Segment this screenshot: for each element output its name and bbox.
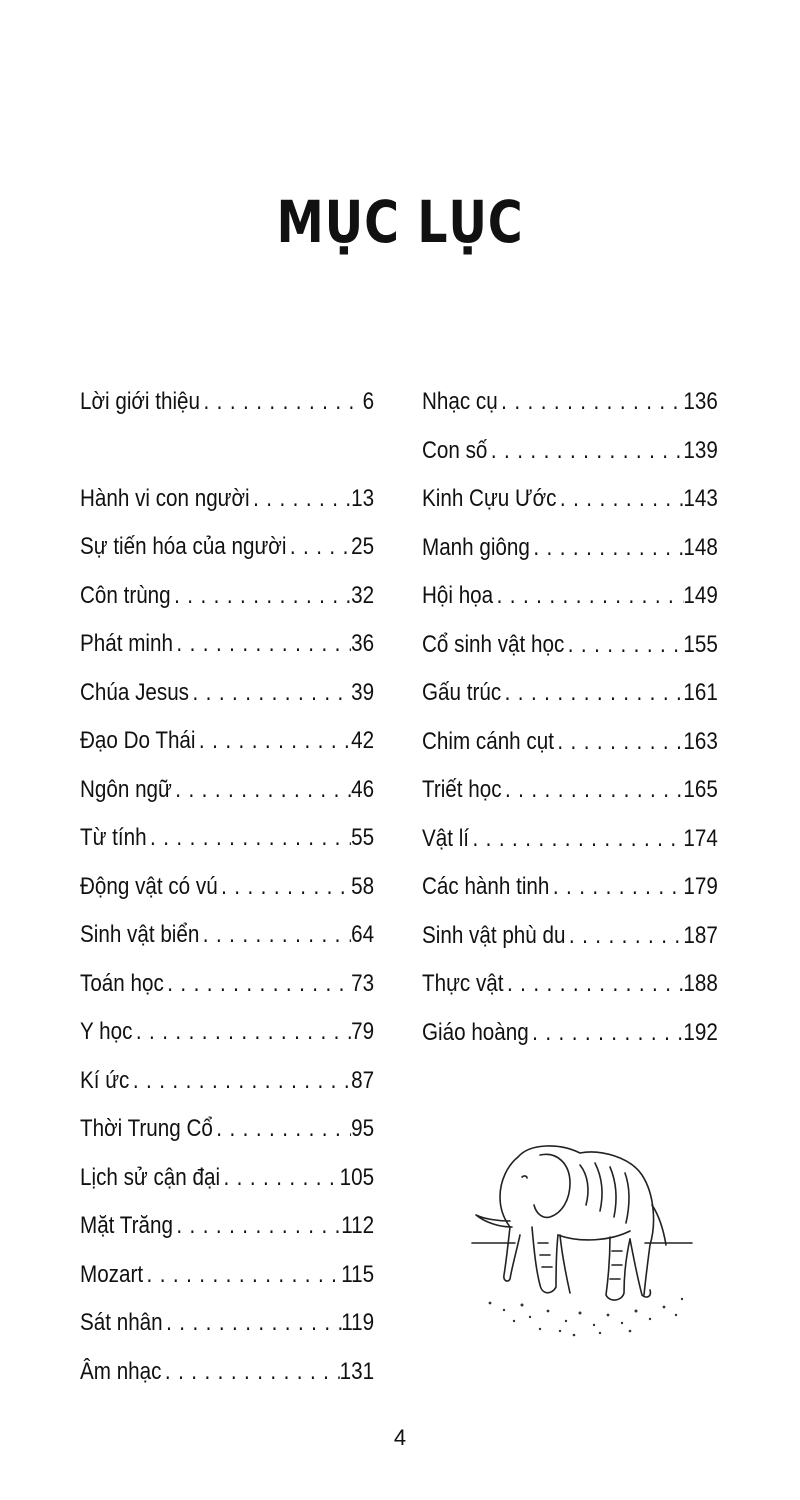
toc-entry-label: Chim cánh cụt xyxy=(422,727,554,755)
toc-entry-page: 112 xyxy=(341,1212,375,1239)
toc-entry-label: Chúa Jesus xyxy=(80,678,190,706)
toc-entry-page: 179 xyxy=(683,873,718,900)
toc-entry-label: Mặt Trăng xyxy=(80,1212,173,1239)
toc-entry-label: Sự tiến hóa của người xyxy=(80,533,287,560)
toc-dot-leader xyxy=(129,1067,351,1095)
toc-entry-label: Côn trùng xyxy=(80,581,171,609)
toc-entry-page: 79 xyxy=(351,1018,375,1045)
toc-entry-page: 139 xyxy=(683,436,718,464)
toc-entry xyxy=(80,582,374,631)
toc-dot-leader xyxy=(556,485,683,513)
toc-entry xyxy=(422,922,718,971)
toc-dot-leader xyxy=(565,922,683,950)
toc-entry-label: Từ tính xyxy=(80,824,147,851)
toc-entry xyxy=(422,485,718,534)
toc-entry-page: 187 xyxy=(683,921,718,949)
toc-entry-page: 143 xyxy=(683,485,718,512)
toc-entry xyxy=(422,825,718,874)
toc-entry-label: Lời giới thiệu xyxy=(80,388,201,415)
toc-dot-leader xyxy=(250,485,352,513)
toc-dot-leader xyxy=(173,630,351,658)
toc-entry-page: 58 xyxy=(351,872,375,900)
toc-dot-leader xyxy=(164,970,351,998)
toc-entry-page: 25 xyxy=(351,533,375,560)
toc-entry-label: Sinh vật biển xyxy=(80,921,200,948)
toc-entry xyxy=(422,534,718,583)
toc-entry-page: 73 xyxy=(351,969,375,997)
toc-dot-leader xyxy=(501,679,683,707)
toc-dot-leader xyxy=(173,1212,341,1240)
toc-entry-page: 32 xyxy=(351,581,375,609)
toc-entry-page: 115 xyxy=(341,1260,375,1288)
toc-entry xyxy=(80,388,374,437)
toc-entry-page: 136 xyxy=(683,388,718,415)
toc-entry xyxy=(422,631,718,680)
toc-entry-label: Kí ức xyxy=(80,1066,130,1094)
toc-dot-leader xyxy=(213,1115,351,1143)
toc-entry xyxy=(422,970,718,1019)
toc-entry-page: 161 xyxy=(683,679,718,706)
toc-entry xyxy=(80,873,374,922)
toc-entry xyxy=(80,679,374,728)
toc-entry xyxy=(80,970,374,1019)
toc-entry-label: Y học xyxy=(80,1018,133,1045)
toc-entry-page: 188 xyxy=(683,970,718,997)
toc-entry-label: Con số xyxy=(422,436,488,464)
toc-dot-leader xyxy=(549,873,683,901)
toc-entry xyxy=(80,485,374,534)
toc-entry-page: 131 xyxy=(339,1357,375,1385)
toc-entry-label: Giáo hoàng xyxy=(422,1018,529,1046)
toc-entry-page: 155 xyxy=(683,630,718,658)
toc-entry xyxy=(80,1067,374,1116)
toc-entry-page: 64 xyxy=(351,921,375,948)
toc-entry-label: Thời Trung Cổ xyxy=(80,1115,213,1142)
toc-entry-page: 42 xyxy=(351,727,375,754)
toc-entry-label: Mozart xyxy=(80,1260,144,1288)
toc-entry xyxy=(422,873,718,922)
toc-dot-leader xyxy=(132,1018,351,1046)
toc-entry-label: Kinh Cựu Ước xyxy=(422,485,557,512)
toc-dot-leader xyxy=(529,1019,684,1047)
toc-dot-leader xyxy=(498,388,684,416)
toc-entry-label: Ngôn ngữ xyxy=(80,775,172,803)
toc-entry-page: 39 xyxy=(351,678,375,706)
toc-entry-label: Âm nhạc xyxy=(80,1357,162,1385)
toc-entry-page: 149 xyxy=(683,582,718,609)
toc-entry-label: Hành vi con người xyxy=(80,484,250,512)
toc-entry-label: Toán học xyxy=(80,969,164,997)
toc-entry xyxy=(80,1358,374,1407)
toc-entry-label: Sát nhân xyxy=(80,1309,163,1336)
toc-entry-page: 119 xyxy=(341,1309,375,1336)
toc-entry-page: 105 xyxy=(339,1163,375,1191)
toc-dot-leader xyxy=(161,1358,339,1386)
toc-entry xyxy=(80,1212,374,1261)
toc-entry-label: Phát minh xyxy=(80,630,173,657)
toc-entry xyxy=(422,728,718,777)
toc-entry-label: Sinh vật phù du xyxy=(422,921,566,949)
toc-entry xyxy=(80,630,374,679)
toc-entry xyxy=(80,1309,374,1358)
toc-entry-page: 46 xyxy=(351,775,375,803)
toc-dot-leader xyxy=(220,1164,340,1192)
elephant-icon xyxy=(470,1135,695,1345)
toc-entry-label: Triết học xyxy=(422,776,502,803)
toc-entry xyxy=(422,582,718,631)
toc-entry-page: 55 xyxy=(351,824,375,851)
toc-entry xyxy=(80,1115,374,1164)
toc-entry xyxy=(80,824,374,873)
toc-dot-leader xyxy=(530,534,684,562)
toc-entry-label: Gấu trúc xyxy=(422,679,502,706)
toc-entry xyxy=(80,776,374,825)
toc-entry xyxy=(80,727,374,776)
toc-dot-leader xyxy=(469,825,683,853)
toc-entry-label: Đạo Do Thái xyxy=(80,727,196,754)
toc-entry xyxy=(80,1018,374,1067)
toc-entry xyxy=(80,921,374,970)
toc-dot-leader xyxy=(163,1309,342,1337)
toc-entry-label: Cổ sinh vật học xyxy=(422,630,565,658)
toc-dot-leader xyxy=(554,728,683,756)
toc-entry-page: 148 xyxy=(683,533,718,561)
toc-dot-leader xyxy=(200,388,363,416)
toc-dot-leader xyxy=(171,582,352,610)
toc-entry-label: Các hành tinh xyxy=(422,873,550,900)
toc-dot-leader xyxy=(189,679,351,707)
toc-entry-page: 174 xyxy=(683,824,718,852)
toc-entry-page: 165 xyxy=(683,776,718,803)
page-number: 4 xyxy=(393,1425,407,1450)
toc-dot-leader xyxy=(143,1261,341,1289)
toc-entry-page: 192 xyxy=(683,1018,718,1046)
toc-dot-leader xyxy=(286,533,351,561)
toc-dot-leader xyxy=(147,824,352,852)
toc-entry xyxy=(80,1164,374,1213)
toc-dot-leader xyxy=(218,873,351,901)
toc-entry xyxy=(80,533,374,582)
toc-dot-leader xyxy=(503,970,683,998)
toc-entry xyxy=(80,1261,374,1310)
toc-entry-page: 163 xyxy=(683,727,718,755)
toc-entry-label: Manh giông xyxy=(422,533,530,561)
toc-entry xyxy=(422,388,718,437)
toc-dot-leader xyxy=(564,631,683,659)
toc-entry-label: Thực vật xyxy=(422,970,504,997)
toc-entry-page: 36 xyxy=(351,630,375,657)
toc-dot-leader xyxy=(487,437,683,465)
toc-entry-page: 13 xyxy=(351,484,375,512)
toc-entry-page: 87 xyxy=(351,1066,375,1094)
toc-entry-page: 6 xyxy=(362,388,375,415)
toc-entry-label: Động vật có vú xyxy=(80,872,218,900)
toc-entry-label: Vật lí xyxy=(422,824,470,852)
toc-entry xyxy=(422,679,718,728)
toc-dot-leader xyxy=(172,776,351,804)
toc-right-column xyxy=(422,388,718,1067)
toc-entry-label: Hội họa xyxy=(422,582,494,609)
toc-dot-leader xyxy=(199,921,351,949)
toc-entry xyxy=(422,437,718,486)
toc-dot-leader xyxy=(502,776,684,804)
toc-dot-leader xyxy=(493,582,683,610)
toc-entry-label: Nhạc cụ xyxy=(422,388,498,415)
toc-entry-label: Lịch sử cận đại xyxy=(80,1163,221,1191)
page-title: MỤC LỤC xyxy=(276,188,524,256)
toc-entry xyxy=(422,776,718,825)
toc-entry xyxy=(422,1019,718,1068)
toc-dot-leader xyxy=(195,727,351,755)
toc-left-column xyxy=(80,388,374,1406)
toc-entry-page: 95 xyxy=(351,1115,375,1142)
